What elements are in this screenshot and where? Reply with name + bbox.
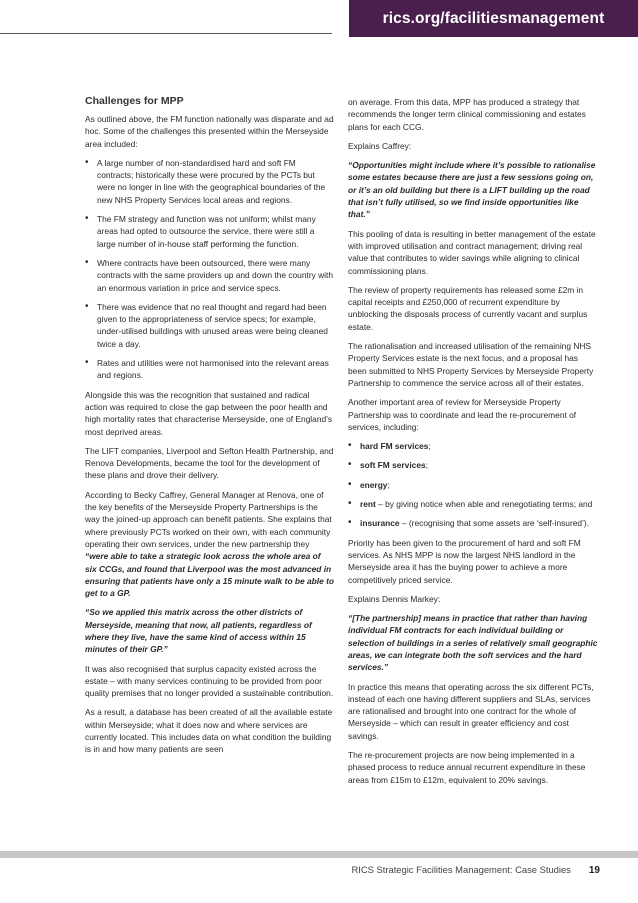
paragraph-text: According to Becky Caffrey, General Manager at Renova, one of the key benefits of the Merseyside Property Partnerships is the way the joined-up approach can benefit patients. She explains that where previously PCTs worked on their own, with each community operating their own services, under the new partnership they (85, 489, 332, 549)
service-term: soft FM services (360, 460, 426, 471)
paragraph: This pooling of data is resulting in better management of the estate with improved utilisation and contract management; driving real value that contributes to wider savings while aligning to clinical commissioning plans. (348, 228, 596, 276)
list-item: • A large number of non-standardised hard and soft FM contracts; historically these were procured by the PCTs but were no longer in line with the geographical boundaries of the new NHS Property Services local areas and regions. (85, 157, 334, 206)
service-term: hard FM services (360, 441, 429, 452)
footer-bar (0, 851, 638, 858)
list-item (348, 517, 598, 529)
service-rest: – by giving notice when able and renegotiating terms; and (375, 499, 593, 510)
intro-paragraph: As outlined above, the FM function nationally was disparate and ad hoc. Some of the challenges this presented within the Merseyside area included: (85, 114, 334, 149)
paragraph: The review of property requirements has released some £2m in capital receipts and £250,000 of recurrent expenditure by unblocking the disposals process of currently vacant and surplus estate. (348, 284, 588, 332)
paragraph (85, 489, 334, 600)
paragraph: The rationalisation and increased utilisation of the remaining NHS Property Services estate is the next focus, and a proposal has been submitted to NHS Property Services by Merseyside Property Partnership to commence the service across all of their estates. (348, 341, 594, 388)
list-item: • Where contracts have been outsourced, there were many contracts with the same providers up and down the country with an enormous variation in price and service specs. (85, 257, 334, 294)
paragraph: The re-procurement projects are now being implemented in a phased process to reduce annual recurrent expenditure in these areas from £15m to £12m, equivalent to 20% savings. (348, 750, 586, 785)
quote-paragraph: “So we applied this matrix across the other districts of Merseyside, meaning that now, all patients, regardless of where they live, have the same kind of access within 15 minutes of their GP.” (85, 607, 312, 655)
paragraph: As a result, a database has been created of all the available estate within Merseyside; what it does now and where services are currently located. This includes data on what condition the building is in and how many patients are seen (85, 707, 333, 755)
top-divider (0, 33, 332, 34)
list-item (348, 459, 598, 471)
service-term: insurance (360, 518, 400, 529)
paragraph: It was also recognised that surplus capacity existed across the estate – with many services continuing to be provided from poor quality premises that no longer provided a sustainable contribution. (85, 663, 334, 699)
page-number: 19 (588, 865, 600, 876)
footer (0, 864, 600, 876)
paragraph: Another important area of review for Merseyside Property Partnership was to coordinate and lead the re-procurement of services, including: (348, 397, 577, 432)
paragraph: The LIFT companies, Liverpool and Sefton Health Partnership, and Renova Developments, became the tool for the development of these plans and drove their delivery. (85, 445, 334, 481)
section-heading: Challenges for MPP (85, 95, 184, 107)
challenges-list (85, 157, 334, 382)
services-list (348, 440, 598, 529)
service-rest: – (recognising that some assets are ‘self-insured’). (399, 518, 590, 529)
quote-paragraph: “[The partnership] means in practice that rather than having individual FM contracts for each individual building or selection of buildings in a series of relatively small geographic areas, we can integrate both the soft services and the hard services.” (348, 613, 598, 673)
site-url-banner[interactable]: rics.org/facilitiesmanagement (349, 0, 638, 37)
paragraph: on average. From this data, MPP has produced a strategy that recommends the longer term clinical commissioning and estates plans for each CCG. (348, 97, 586, 132)
paragraph: Alongside this was the recognition that sustained and radical action was required to close the gap between the poor health and high mortality rates that characterise Merseyside, one of England’s most deprived areas. (85, 389, 333, 437)
service-rest: ; (387, 479, 390, 490)
list-item: • The FM strategy and function was not uniform; whilst many areas had opted to outsource the service, there were still a large number of in-house staff performing the function. (85, 213, 334, 250)
quote-text: “were able to take a strategic look across the whole area of six CCGs, and found that Liverpool was the most advanced in ensuring that patients have only a 15 minute walk to be able to get to a GP. (85, 551, 334, 599)
paragraph: Explains Caffrey: (348, 140, 412, 151)
publication-title: RICS Strategic Facilities Management: Case Studies (351, 864, 571, 875)
paragraph: Priority has been given to the procurement of hard and soft FM services. As NHS MPP is now the largest NHS landlord in the Merseyside area it has the buying power to achieve a more competitively priced service. (348, 537, 581, 585)
list-item (348, 479, 598, 491)
service-rest: ; (428, 441, 431, 452)
list-item: • Rates and utilities were not harmonised into the relevant areas and regions. (85, 357, 334, 382)
service-term: rent (360, 499, 376, 510)
list-item (348, 440, 598, 452)
list-item (348, 498, 598, 510)
right-column (348, 96, 598, 793)
paragraph: Explains Dennis Markey: (348, 593, 441, 604)
service-rest: ; (425, 460, 428, 471)
list-item: • There was evidence that no real thought and regard had been given to the appropriateness of service specs; for example, under-utilised buildings with unused areas were being cleaned twice a day. (85, 301, 334, 350)
left-column (85, 95, 334, 763)
service-term: energy (360, 479, 388, 490)
quote-paragraph: “Opportunities might include where it’s possible to rationalise some estates because there are just a few sessions going on, or it’s an old building but there is a LIFT building up the road that isn’t fully utilised, so we find inside opportunities like that.” (348, 160, 596, 220)
paragraph: In practice this means that operating across the six different PCTs, instead of each one having different suppliers and SLAs, services are rationalised and brought into one contract for the whole of Merseyside – which can result in greater efficiency and cost savings. (348, 681, 594, 741)
